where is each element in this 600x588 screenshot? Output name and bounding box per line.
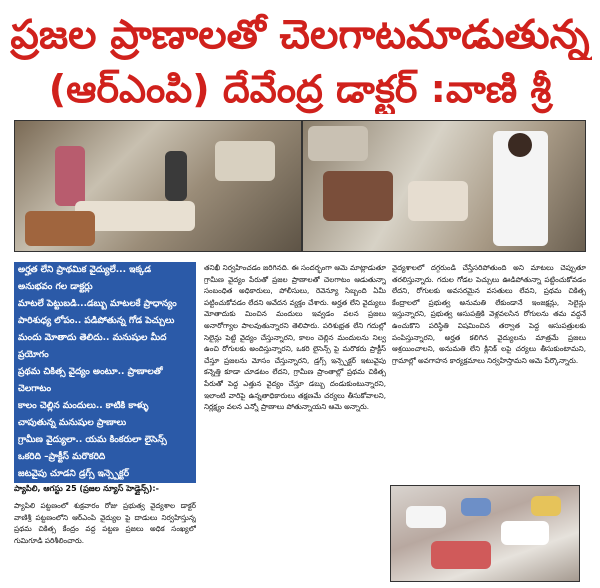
photo-doctor-inspection xyxy=(302,120,586,252)
pullquote-line: జటవైపు చూడని డ్రగ్స్ ఇన్స్పెక్టర్ xyxy=(14,466,196,483)
pullquote-line: చెలగాటం xyxy=(14,381,196,398)
photo-clinic-patients xyxy=(14,120,302,252)
article-column-1: ప్యాపిలి పట్టణంలో శుక్రవారం రోజు ప్రభుత్వ వైద్యశాల డాక్టర్ వాణిశ్రీ పట్టణంలోని ఆర్ఎంపి వైద్యుల పై దాడులు నిర్వహిస్తున్న ప్రథమ చికిత్స కేంద్రం వద్ద పట్టణ ప్రజలు అధిక సంఖ్యలో గుమిగూడి పరిశీలించారు. xyxy=(14,501,196,545)
dateline: ప్యాపిలి, ఆగస్టు 25 (ప్రజల న్యూస్ హెడ్లైన్స్):- xyxy=(14,484,159,493)
pullquote-line: అనుభవం గల డాక్టర్లు xyxy=(14,279,196,296)
pullquote-line: కాలం చెల్లిన మందులు.. కాటికి కాళ్ళు xyxy=(14,398,196,415)
pullquote-line: ఒకరిది –ప్రాక్టీస్ మరొకరిది xyxy=(14,449,196,466)
pullquote-box xyxy=(14,262,196,480)
pullquote-line: ప్రయోగం xyxy=(14,347,196,364)
photo-expired-medicines xyxy=(390,485,580,582)
pullquote-line: గ్రామీణ వైద్యులా.. యమ కింకరులా లైసెన్స్ xyxy=(14,432,196,449)
pullquote-line: మాటలే పెట్టుబడి...డబ్బు మాటలకే ప్రాధాన్యం xyxy=(14,296,196,313)
pullquote-line: ప్రథమ చికిత్స వైద్యం అంటూ.. ప్రాణాలతో xyxy=(14,364,196,381)
pullquote-line: చాపుతున్న మనుషుల ప్రాణాలు xyxy=(14,415,196,432)
headline-line-1: ప్రజల ప్రాణాలతో చెలగాటమాడుతున్న xyxy=(10,12,590,58)
pullquote-line: అర్హత లేని ప్రాథమిక వైద్యులే... ఇక్కడ xyxy=(14,262,196,279)
pullquote-line: మందు మోతాదు తెలిదు.. మనుషుల మీద xyxy=(14,330,196,347)
headline-line-2: (ఆర్ఎంపి) దేవేంద్ర డాక్టర్ :వాణి శ్రీ xyxy=(48,67,552,111)
article-column-3: వైద్యశాలలో దగ్గరుండి చేస్తేసరిపోతుంది అని మాటలు చెప్పుతూ తరలిస్తున్నారు. గదుల గోడల పెచ్చులు ఊడిపోతున్నా పట్టించుకోవడం లేదని, రోగులకు అవసరమైన వసతులు లేవని, ప్రథమ చికిత్స కేంద్రాలలో ప్రభుత్వ అనుమతి లేకుండానే ఇంజక్షన్లు, సెలైన్లు ఇస్తున్నారని, ప్రభుత్వ ఆసుపత్రికి వెళ్లవలసిన రోగులను తమ వద్దనే ఉంచుకొని పరిస్థితి విషమించిన తర్వాత పెద్ద ఆసుపత్రులకు పంపిస్తున్నారని, అర్హత కలిగిన వైద్యులను మాత్రమే ప్రజలు ఆశ్రయించాలని, అనుమతి లేని క్లినిక్ లపై చర్యలు తీసుకుంటామని, గ్రామాల్లో అవగాహన కార్యక్రమాలు నిర్వహిస్తామని ఆమె పేర్కొన్నారు. xyxy=(392,263,586,365)
pullquote-line: పారిశుధ్య లోపం.. పడిపోతున్న గోడ పెచ్చులు xyxy=(14,313,196,330)
article-column-2: తనిఖీ నిర్వహించడం జరిగినది. ఈ సందర్భంగా ఆమె మాట్లాడుతూ గ్రామీణ వైద్యం పేరుతో ప్రజల ప్రాణాలతో చెలగాటం ఆడుతున్నా సంబంధిత అధికారులు, పోలీసులు, రెవెన్యూ సిబ్బంది ఏమీ పట్టించుకోవడం లేదని ఆవేదన వ్యక్తం చేశారు. అర్హత లేని వైద్యులు మోతాదుకు మించిన మందులు ఇవ్వడం వలన ప్రజలు అనారోగ్యాల పాలవుతున్నారని తెలిపారు. పరిశుభ్రత లేని గదుల్లో సెలైన్లు పెట్టి వైద్యం చేస్తున్నారని, కాలం చెల్లిన మందులను నిల్వ ఉంచి రోగులకు అందిస్తున్నారని, ఒకరి లైసెన్స్ పై మరొకరు ప్రాక్టీస్ చేస్తూ ప్రజలను మోసం చేస్తున్నారని, డ్రగ్స్ ఇన్స్పెక్టర్ ఇటువైపు కన్నెత్తి కూడా చూడటం లేదని, గ్రామీణ ప్రాంతాల్లో ప్రథమ చికిత్స పేరుతో పెద్ద ఎత్తున వైద్యం చేస్తూ డబ్బు దండుకుంటున్నారని, ఇలాంటి వారిపై ఉన్నతాధికారులు తక్షణమే చర్యలు తీసుకోవాలని, నిర్లక్ష్యం వలన ఎన్నో ప్రాణాలు పోతున్నాయని ఆమె అన్నారు. xyxy=(204,263,386,412)
